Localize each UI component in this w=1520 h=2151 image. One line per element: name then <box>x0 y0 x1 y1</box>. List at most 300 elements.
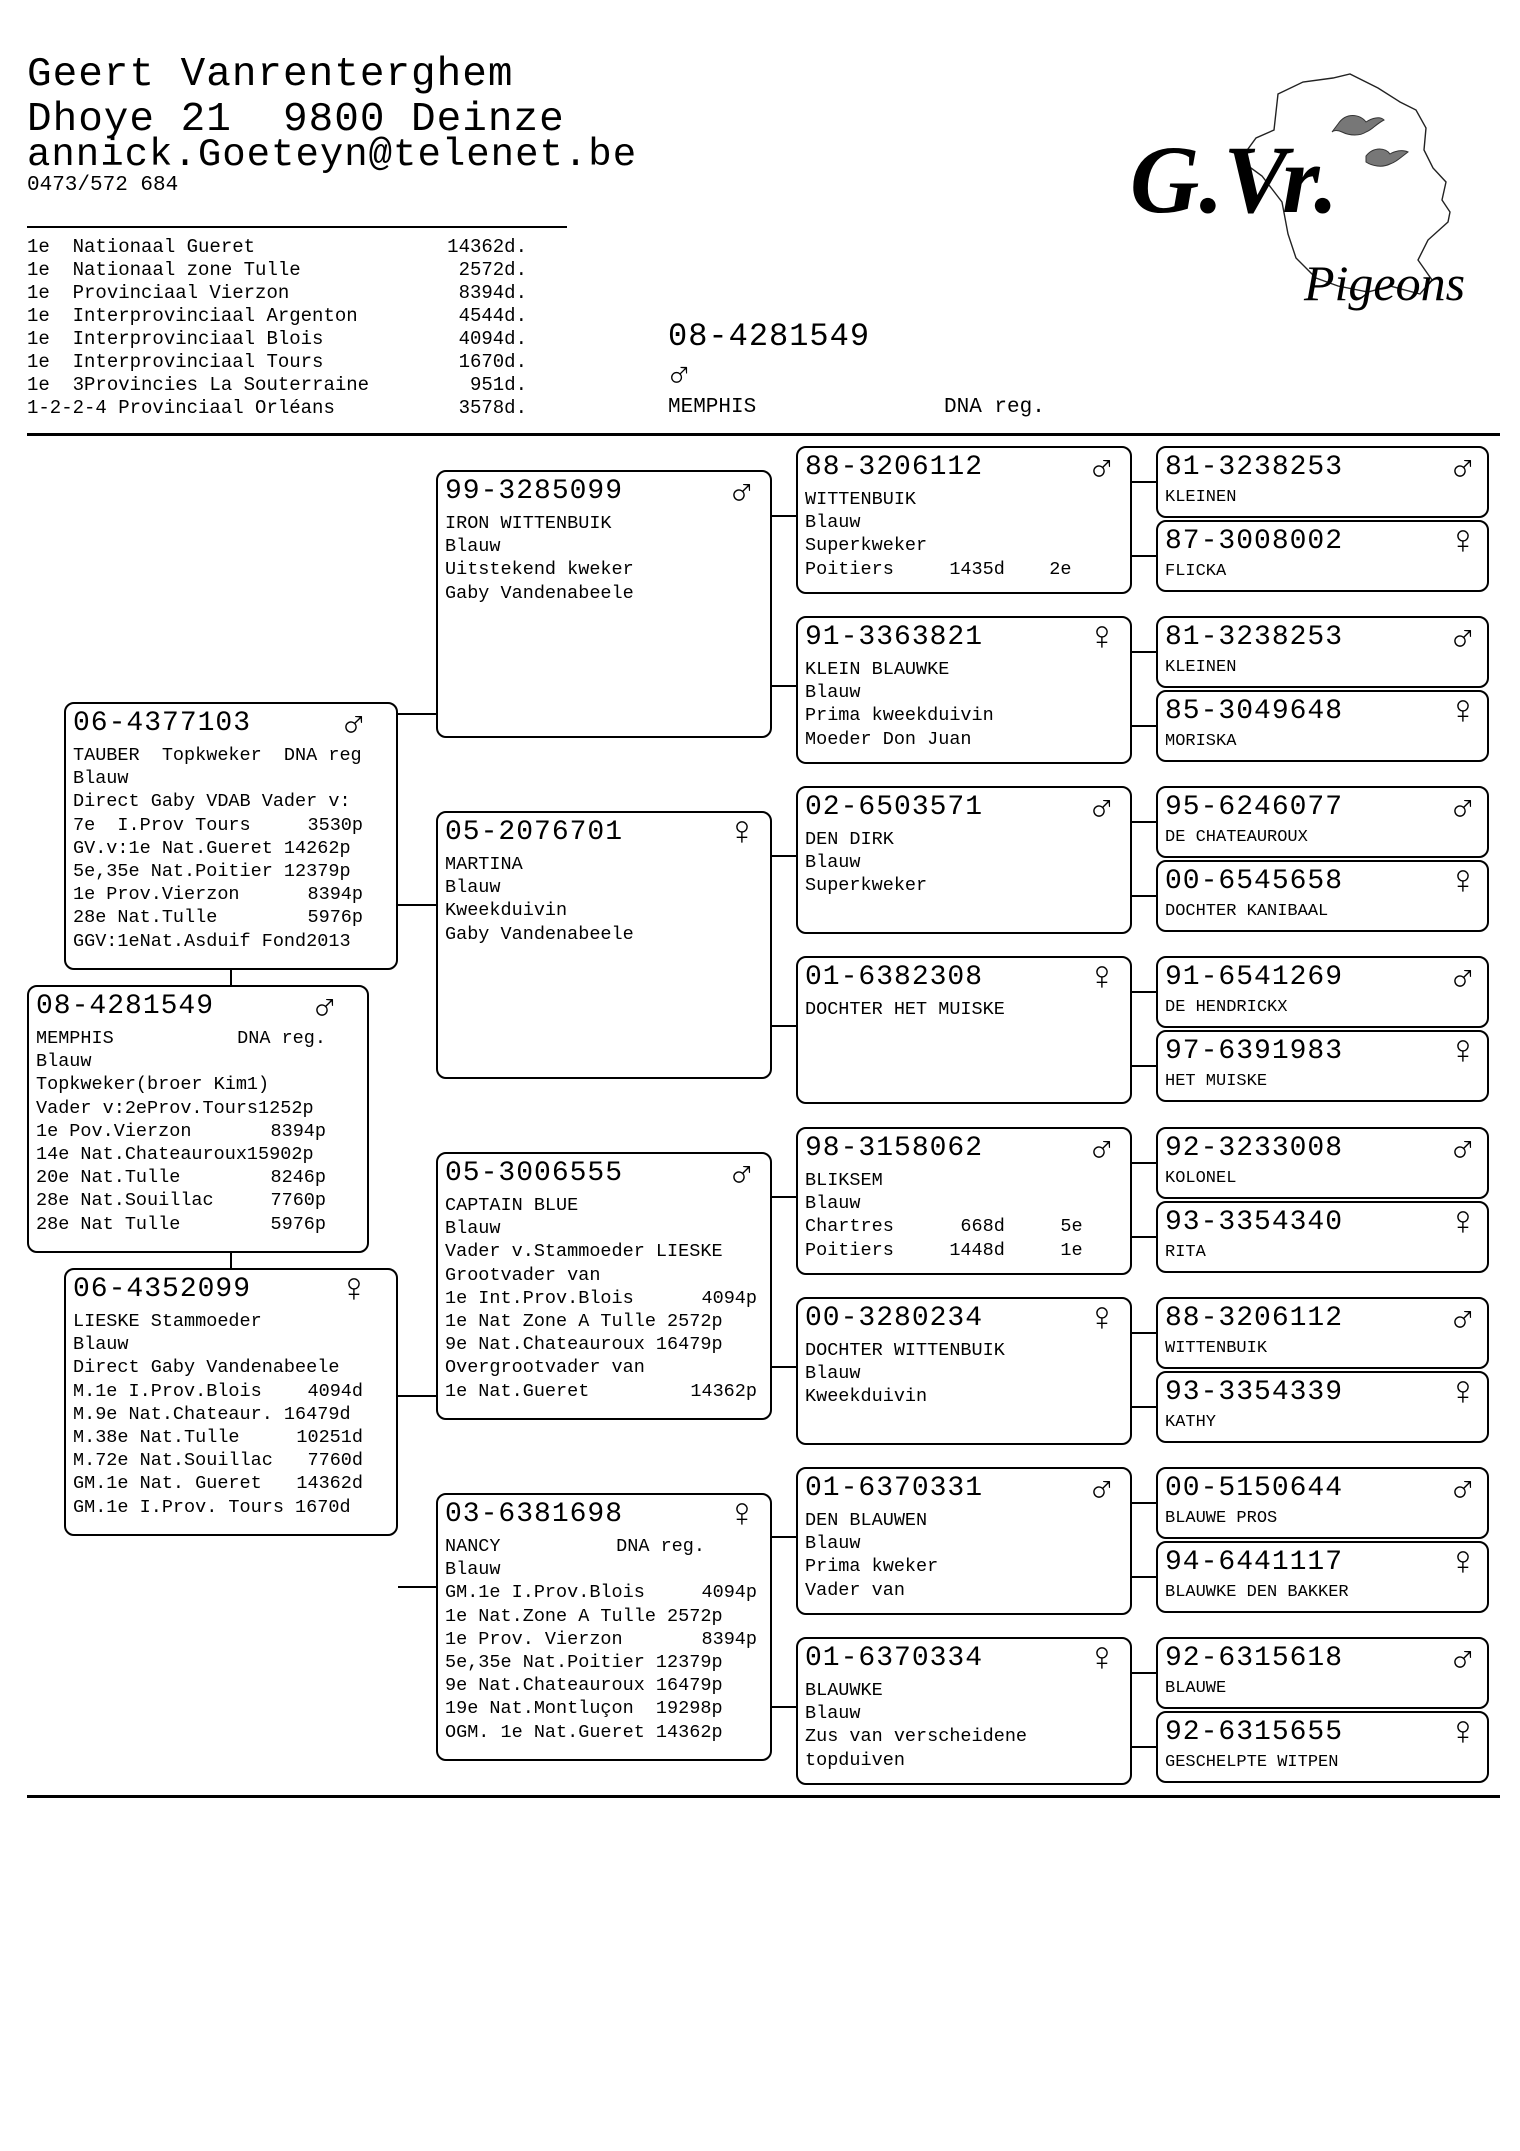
info-line <box>805 1169 1105 1192</box>
info-line <box>73 1356 363 1379</box>
info-text: 5e,35e Nat.Poitier 12379p <box>445 1651 723 1673</box>
male-icon: ♂ <box>1451 1298 1476 1343</box>
male-icon: ♂ <box>730 471 755 516</box>
info-text: M.38e Nat.Tulle <box>73 1426 240 1448</box>
male-icon: ♂ <box>1451 447 1476 492</box>
info-line <box>445 1356 757 1379</box>
info-line <box>1165 1751 1465 1774</box>
ancestor-fmf-card <box>796 786 1132 934</box>
result-value: 4094d. <box>458 328 527 350</box>
info-line <box>445 1287 757 1310</box>
ancestor-mfff-card <box>1156 1127 1489 1199</box>
ring-number: 93-3354340 <box>1165 1207 1344 1238</box>
info-text: Poitiers 1448d 1e <box>805 1239 1083 1261</box>
info-line <box>805 488 1105 511</box>
info-line <box>36 1120 326 1143</box>
info-text: Blauw <box>805 682 861 704</box>
ring-number: 06-4377103 <box>73 708 252 739</box>
ancestor-mfmm-card <box>1156 1371 1489 1443</box>
info-line <box>805 728 1105 751</box>
info-line <box>1165 486 1465 509</box>
info-text: WITTENBUIK <box>1165 1339 1268 1358</box>
result-value: 4544d. <box>458 305 527 327</box>
info-text: 1e Nat Zone A Tulle 2572p <box>445 1310 723 1332</box>
info-text: DOCHTER HET MUISKE <box>805 999 1005 1020</box>
info-line <box>1165 1070 1465 1093</box>
info-text: Overgrootvader van <box>445 1357 645 1379</box>
female-icon: ♀ <box>1451 1031 1476 1076</box>
info-line <box>1165 560 1465 583</box>
result-text: 1e Nationaal zone Tulle <box>27 259 301 281</box>
info-text: Blauw <box>36 1051 92 1073</box>
result-value: 8394d. <box>458 282 527 304</box>
info-line <box>73 1496 363 1519</box>
male-icon: ♂ <box>1090 1468 1115 1513</box>
info-text: Blauw <box>73 1334 129 1356</box>
male-icon: ♂ <box>1451 1638 1476 1683</box>
info-text: MORISKA <box>1165 732 1237 751</box>
info-text: Blauw <box>445 536 501 558</box>
female-icon: ♀ <box>1451 691 1476 736</box>
result-value: 3578d. <box>458 397 527 419</box>
info-text: 5e,35e Nat.Poitier 12379p <box>73 860 351 882</box>
ring-number: 85-3049648 <box>1165 696 1344 727</box>
info-text: Prima kweker <box>805 1556 939 1578</box>
info-line <box>36 1050 326 1073</box>
male-icon: ♂ <box>1451 787 1476 832</box>
info-line <box>805 558 1105 581</box>
info-line <box>73 1472 363 1495</box>
ancestor-mmf-card <box>796 1467 1132 1615</box>
ancestor-mmm-card <box>796 1637 1132 1785</box>
info-line <box>1165 730 1465 753</box>
female-icon: ♀ <box>1451 1542 1476 1587</box>
male-icon: ♂ <box>1090 447 1115 492</box>
info-text: 1e Int.Prov.Blois <box>445 1287 634 1309</box>
ring-number: 81-3238253 <box>1165 622 1344 653</box>
info-line <box>805 1749 1105 1772</box>
info-text: Blauw <box>805 1533 861 1555</box>
info-value: DNA reg. <box>616 1536 705 1557</box>
owner-email: annick.Goeteyn@telenet.be <box>27 133 638 177</box>
info-line <box>36 1097 326 1120</box>
info-line <box>805 1555 1105 1578</box>
info-line <box>36 1189 326 1212</box>
female-icon: ♀ <box>1090 617 1115 662</box>
male-icon: ♂ <box>1090 1128 1115 1173</box>
info-text: 28e Nat.Tulle <box>73 907 218 929</box>
info-line <box>73 1380 363 1403</box>
info-value: 7760p <box>270 1190 326 1212</box>
info-text: WITTENBUIK <box>805 489 917 510</box>
info-value: DNA reg. <box>237 1028 326 1049</box>
info-text: KOLONEL <box>1165 1169 1237 1188</box>
ancestor-ffmm-card <box>1156 690 1489 762</box>
ancestor-fffm-card <box>1156 520 1489 592</box>
info-line <box>805 658 1105 681</box>
female-icon: ♀ <box>1451 1372 1476 1417</box>
ring-number: 92-6315655 <box>1165 1717 1344 1748</box>
info-value: 4094p <box>701 1287 757 1309</box>
info-text: HET MUISKE <box>1165 1072 1268 1091</box>
info-line <box>445 1310 757 1333</box>
ring-number: 99-3285099 <box>445 476 624 507</box>
info-text: Vader v.Stammoeder LIESKE <box>445 1241 723 1263</box>
ring-number: 81-3238253 <box>1165 452 1344 483</box>
info-line <box>36 1143 326 1166</box>
ring-number: 88-3206112 <box>1165 1303 1344 1334</box>
ring-number: 05-3006555 <box>445 1158 624 1189</box>
info-line <box>73 1310 363 1333</box>
info-line <box>445 1217 757 1240</box>
info-line <box>805 1702 1105 1725</box>
ring-number: 95-6246077 <box>1165 792 1344 823</box>
info-text: Blauw <box>805 1363 861 1385</box>
info-value: 4094d <box>307 1380 363 1402</box>
female-icon: ♀ <box>1090 1298 1115 1343</box>
result-text: 1e Provinciaal Vierzon <box>27 282 290 304</box>
owner-name: Geert Vanrenterghem <box>27 52 514 98</box>
info-text: 1e Prov. Vierzon <box>445 1628 623 1650</box>
info-line <box>1165 900 1465 923</box>
info-line <box>805 1192 1105 1215</box>
info-line <box>36 1213 326 1236</box>
info-text: DOCHTER WITTENBUIK <box>805 1340 1005 1361</box>
ancestor-fm-card <box>436 811 772 1079</box>
info-line <box>73 1426 363 1449</box>
result-text: 1e Interprovinciaal Tours <box>27 351 324 373</box>
info-text: 1e Nat.Gueret <box>445 1380 590 1402</box>
info-line <box>1165 1507 1465 1530</box>
info-text: Blauw <box>805 1193 861 1215</box>
ring-number: 91-3363821 <box>805 622 984 653</box>
male-icon: ♂ <box>342 703 367 748</box>
info-text: MARTINA <box>445 854 523 875</box>
ring-number: 00-6545658 <box>1165 866 1344 897</box>
info-line <box>445 923 757 946</box>
ring-number: 88-3206112 <box>805 452 984 483</box>
info-line <box>445 1697 757 1720</box>
ring-number: 01-6382308 <box>805 962 984 993</box>
result-text: 1e Interprovinciaal Argenton <box>27 305 358 327</box>
info-text: RITA <box>1165 1243 1206 1262</box>
info-line <box>445 1558 757 1581</box>
info-text: TAUBER Topkweker DNA reg <box>73 745 362 766</box>
info-text: Blauw <box>805 512 861 534</box>
result-text: 1e Interprovinciaal Blois <box>27 328 324 350</box>
info-text: KLEIN BLAUWKE <box>805 659 950 680</box>
info-line <box>805 1579 1105 1602</box>
info-text: BLIKSEM <box>805 1170 883 1191</box>
info-text: DE CHATEAUROUX <box>1165 828 1308 847</box>
info-line <box>36 1166 326 1189</box>
ancestor-mf-card <box>436 1152 772 1420</box>
info-line <box>805 851 1105 874</box>
result-value: 1670d. <box>458 351 527 373</box>
ancestor-fff-card <box>796 446 1132 594</box>
info-value: 8246p <box>270 1167 326 1189</box>
info-line <box>73 1403 363 1426</box>
info-line <box>73 814 363 837</box>
info-text: topduiven <box>805 1749 905 1771</box>
subject-card <box>27 985 369 1253</box>
ancestor-mmmm-card <box>1156 1711 1489 1783</box>
info-text: Kweekduivin <box>445 900 568 922</box>
ring-number: 05-2076701 <box>445 817 624 848</box>
info-text: BLAUWE PROS <box>1165 1509 1278 1528</box>
info-value: 8394p <box>270 1120 326 1142</box>
ancestor-mm-card <box>436 1493 772 1761</box>
info-line <box>445 1240 757 1263</box>
info-line <box>73 1333 363 1356</box>
result-value: 14362d. <box>447 236 527 258</box>
info-text: GV.v:1e Nat.Gueret 14262p <box>73 837 351 859</box>
female-icon: ♀ <box>730 812 755 857</box>
info-line <box>1165 1581 1465 1604</box>
male-icon: ♂ <box>1451 1128 1476 1173</box>
info-text: DEN DIRK <box>805 829 894 850</box>
info-text: Blauw <box>805 1703 861 1725</box>
info-line <box>445 1605 757 1628</box>
info-text: 9e Nat.Chateauroux 16479p <box>445 1334 723 1356</box>
info-line <box>445 853 757 876</box>
info-line <box>1165 996 1465 1019</box>
info-line <box>445 1194 757 1217</box>
ancestor-mfmf-card <box>1156 1297 1489 1369</box>
info-text: Superkweker <box>805 535 928 557</box>
ring-number: 01-6370331 <box>805 1473 984 1504</box>
info-text: BLAUWE <box>1165 1679 1227 1698</box>
info-text: DEN BLAUWEN <box>805 1510 928 1531</box>
info-line <box>445 1535 757 1558</box>
ancestor-ffff-card <box>1156 446 1489 518</box>
info-text: M.72e Nat.Souillac <box>73 1450 273 1472</box>
info-text: KLEINEN <box>1165 488 1237 507</box>
male-icon: ♂ <box>1451 957 1476 1002</box>
info-text: LIESKE Stammoeder <box>73 1311 262 1332</box>
female-icon: ♀ <box>1451 1712 1476 1757</box>
ancestor-ffm-card <box>796 616 1132 764</box>
info-line <box>1165 826 1465 849</box>
ancestor-mmfm-card <box>1156 1541 1489 1613</box>
ring-number: 97-6391983 <box>1165 1036 1344 1067</box>
info-line <box>73 767 363 790</box>
info-text: 1e Pov.Vierzon <box>36 1120 192 1142</box>
owner-phone: 0473/572 684 <box>27 174 179 197</box>
ancestor-mmff-card <box>1156 1467 1489 1539</box>
ancestor-mfm-card <box>796 1297 1132 1445</box>
info-text: 28e Nat.Souillac <box>36 1190 214 1212</box>
info-line <box>1165 1167 1465 1190</box>
info-text: Grootvader van <box>445 1264 601 1286</box>
info-text: Blauw <box>805 852 861 874</box>
info-line <box>445 1651 757 1674</box>
info-line <box>805 828 1105 851</box>
ancestor-ff-card <box>436 470 772 738</box>
info-line <box>805 1215 1105 1238</box>
result-value: 951d. <box>469 374 527 396</box>
ancestor-mff-card <box>796 1127 1132 1275</box>
info-line <box>445 1264 757 1287</box>
ancestor-fmff-card <box>1156 786 1489 858</box>
info-text: Chartres 668d 5e <box>805 1216 1083 1238</box>
info-value: 4094p <box>701 1582 757 1604</box>
info-line <box>445 899 757 922</box>
info-line <box>445 1721 757 1744</box>
info-text: Prima kweekduivin <box>805 705 994 727</box>
info-text: Zus van verscheidene <box>805 1726 1028 1748</box>
info-value: 10251d <box>296 1426 363 1448</box>
info-line <box>1165 1411 1465 1434</box>
info-line <box>36 1073 326 1096</box>
info-text: 1e Prov.Vierzon <box>73 884 240 906</box>
info-text: Uitstekend kweker <box>445 559 634 581</box>
info-line <box>445 876 757 899</box>
logo-pigeons: Pigeons <box>1304 255 1466 311</box>
info-text: Kweekduivin <box>805 1386 928 1408</box>
info-value: 5976p <box>307 907 363 929</box>
info-text: Topkweker(broer Kim1) <box>36 1074 270 1096</box>
ancestor-f-card <box>64 702 398 970</box>
info-line <box>805 1339 1105 1362</box>
info-value: 14362p <box>690 1380 757 1402</box>
info-line <box>73 906 363 929</box>
info-text: OGM. 1e Nat.Gueret 14362p <box>445 1721 723 1743</box>
info-line <box>445 1674 757 1697</box>
female-icon: ♀ <box>730 1494 755 1539</box>
info-line <box>805 1385 1105 1408</box>
info-line <box>805 1532 1105 1555</box>
info-text: Blauw <box>445 877 501 899</box>
subject-sex-icon: ♂ <box>668 354 691 397</box>
info-text: 9e Nat.Chateauroux 16479p <box>445 1675 723 1697</box>
subject-ring-number: 08-4281549 <box>668 318 871 355</box>
info-text: Vader v:2eProv.Tours1252p <box>36 1097 314 1119</box>
info-value: 7760d <box>307 1450 363 1472</box>
info-text: IRON WITTENBUIK <box>445 513 612 534</box>
info-text: Vader van <box>805 1579 905 1601</box>
female-icon: ♀ <box>1451 861 1476 906</box>
info-text: GM.1e Nat. Gueret <box>73 1473 262 1495</box>
ancestor-mffm-card <box>1156 1201 1489 1273</box>
info-text: KLEINEN <box>1165 658 1237 677</box>
info-line <box>445 582 757 605</box>
info-value: 8394p <box>701 1628 757 1650</box>
info-line <box>1165 1677 1465 1700</box>
info-line <box>805 511 1105 534</box>
info-text: M.9e Nat.Chateaur. 16479d <box>73 1403 351 1425</box>
ancestor-fmfm-card <box>1156 860 1489 932</box>
info-text: GM.1e I.Prov. Tours 1670d <box>73 1496 351 1518</box>
info-text: BLAUWKE DEN BAKKER <box>1165 1583 1349 1602</box>
info-line <box>73 837 363 860</box>
info-line <box>805 1509 1105 1532</box>
male-icon: ♂ <box>313 986 338 1031</box>
info-text: 19e Nat.Montluçon 19298p <box>445 1698 723 1720</box>
info-line <box>805 1362 1105 1385</box>
ring-number: 01-6370334 <box>805 1643 984 1674</box>
info-line <box>445 558 757 581</box>
ring-number: 91-6541269 <box>1165 962 1344 993</box>
info-line <box>805 1679 1105 1702</box>
info-line <box>1165 1337 1465 1360</box>
info-text: CAPTAIN BLUE <box>445 1195 579 1216</box>
male-icon: ♂ <box>730 1153 755 1198</box>
female-icon: ♀ <box>342 1269 367 1314</box>
ancestor-mmmf-card <box>1156 1637 1489 1709</box>
info-value: 14362d <box>296 1473 363 1495</box>
logo-initials: G.Vr. <box>1130 126 1339 233</box>
info-text: GESCHELPTE WITPEN <box>1165 1753 1339 1772</box>
ancestor-fmmm-card <box>1156 1030 1489 1102</box>
info-text: KATHY <box>1165 1413 1217 1432</box>
owner-address: Dhoye 21 9800 Deinze <box>27 97 565 143</box>
result-value: 2572d. <box>458 259 527 281</box>
info-text: 14e Nat.Chateauroux15902p <box>36 1143 314 1165</box>
ring-number: 02-6503571 <box>805 792 984 823</box>
female-icon: ♀ <box>1451 1202 1476 1247</box>
info-text: Moeder Don Juan <box>805 728 972 750</box>
info-line <box>805 534 1105 557</box>
info-line <box>445 535 757 558</box>
result-text: 1e 3Provincies La Souterraine <box>27 374 370 396</box>
female-icon: ♀ <box>1451 521 1476 566</box>
ring-number: 00-5150644 <box>1165 1473 1344 1504</box>
info-text: Blauw <box>445 1559 501 1581</box>
info-text: Direct Gaby Vandenabeele <box>73 1357 340 1379</box>
ring-number: 92-3233008 <box>1165 1133 1344 1164</box>
info-line <box>73 860 363 883</box>
male-icon: ♂ <box>1090 787 1115 832</box>
result-text: 1-2-2-4 Provinciaal Orléans <box>27 397 335 419</box>
ring-number: 00-3280234 <box>805 1303 984 1334</box>
info-line <box>73 744 363 767</box>
ring-number: 87-3008002 <box>1165 526 1344 557</box>
ancestor-fmmf-card <box>1156 956 1489 1028</box>
ancestor-m-card <box>64 1268 398 1536</box>
ancestor-ffmf-card <box>1156 616 1489 688</box>
ring-number: 92-6315618 <box>1165 1643 1344 1674</box>
info-line <box>445 1333 757 1356</box>
info-line <box>805 681 1105 704</box>
info-text: Poitiers 1435d 2e <box>805 558 1072 580</box>
info-line <box>805 1725 1105 1748</box>
info-value: 3530p <box>307 814 363 836</box>
info-text: DOCHTER KANIBAAL <box>1165 902 1329 921</box>
info-text: FLICKA <box>1165 562 1227 581</box>
info-text: 28e Nat Tulle <box>36 1213 181 1235</box>
info-text: Direct Gaby VDAB Vader v: <box>73 791 351 813</box>
ring-number: 98-3158062 <box>805 1133 984 1164</box>
subject-name: MEMPHIS <box>668 396 757 419</box>
info-line <box>805 1239 1105 1262</box>
info-line <box>445 1581 757 1604</box>
ancestor-fmm-card <box>796 956 1132 1104</box>
info-text: DE HENDRICKX <box>1165 998 1288 1017</box>
info-text: Gaby Vandenabeele <box>445 582 634 604</box>
ring-number: 06-4352099 <box>73 1274 252 1305</box>
result-text: 1e Nationaal Gueret <box>27 236 256 258</box>
info-line <box>1165 1241 1465 1264</box>
info-text: NANCY <box>445 1536 501 1557</box>
ring-number: 08-4281549 <box>36 991 215 1022</box>
info-line <box>805 874 1105 897</box>
info-text: Blauw <box>445 1218 501 1240</box>
info-line <box>73 883 363 906</box>
info-line <box>73 930 363 953</box>
ring-number: 03-6381698 <box>445 1499 624 1530</box>
info-text: MEMPHIS <box>36 1028 114 1049</box>
